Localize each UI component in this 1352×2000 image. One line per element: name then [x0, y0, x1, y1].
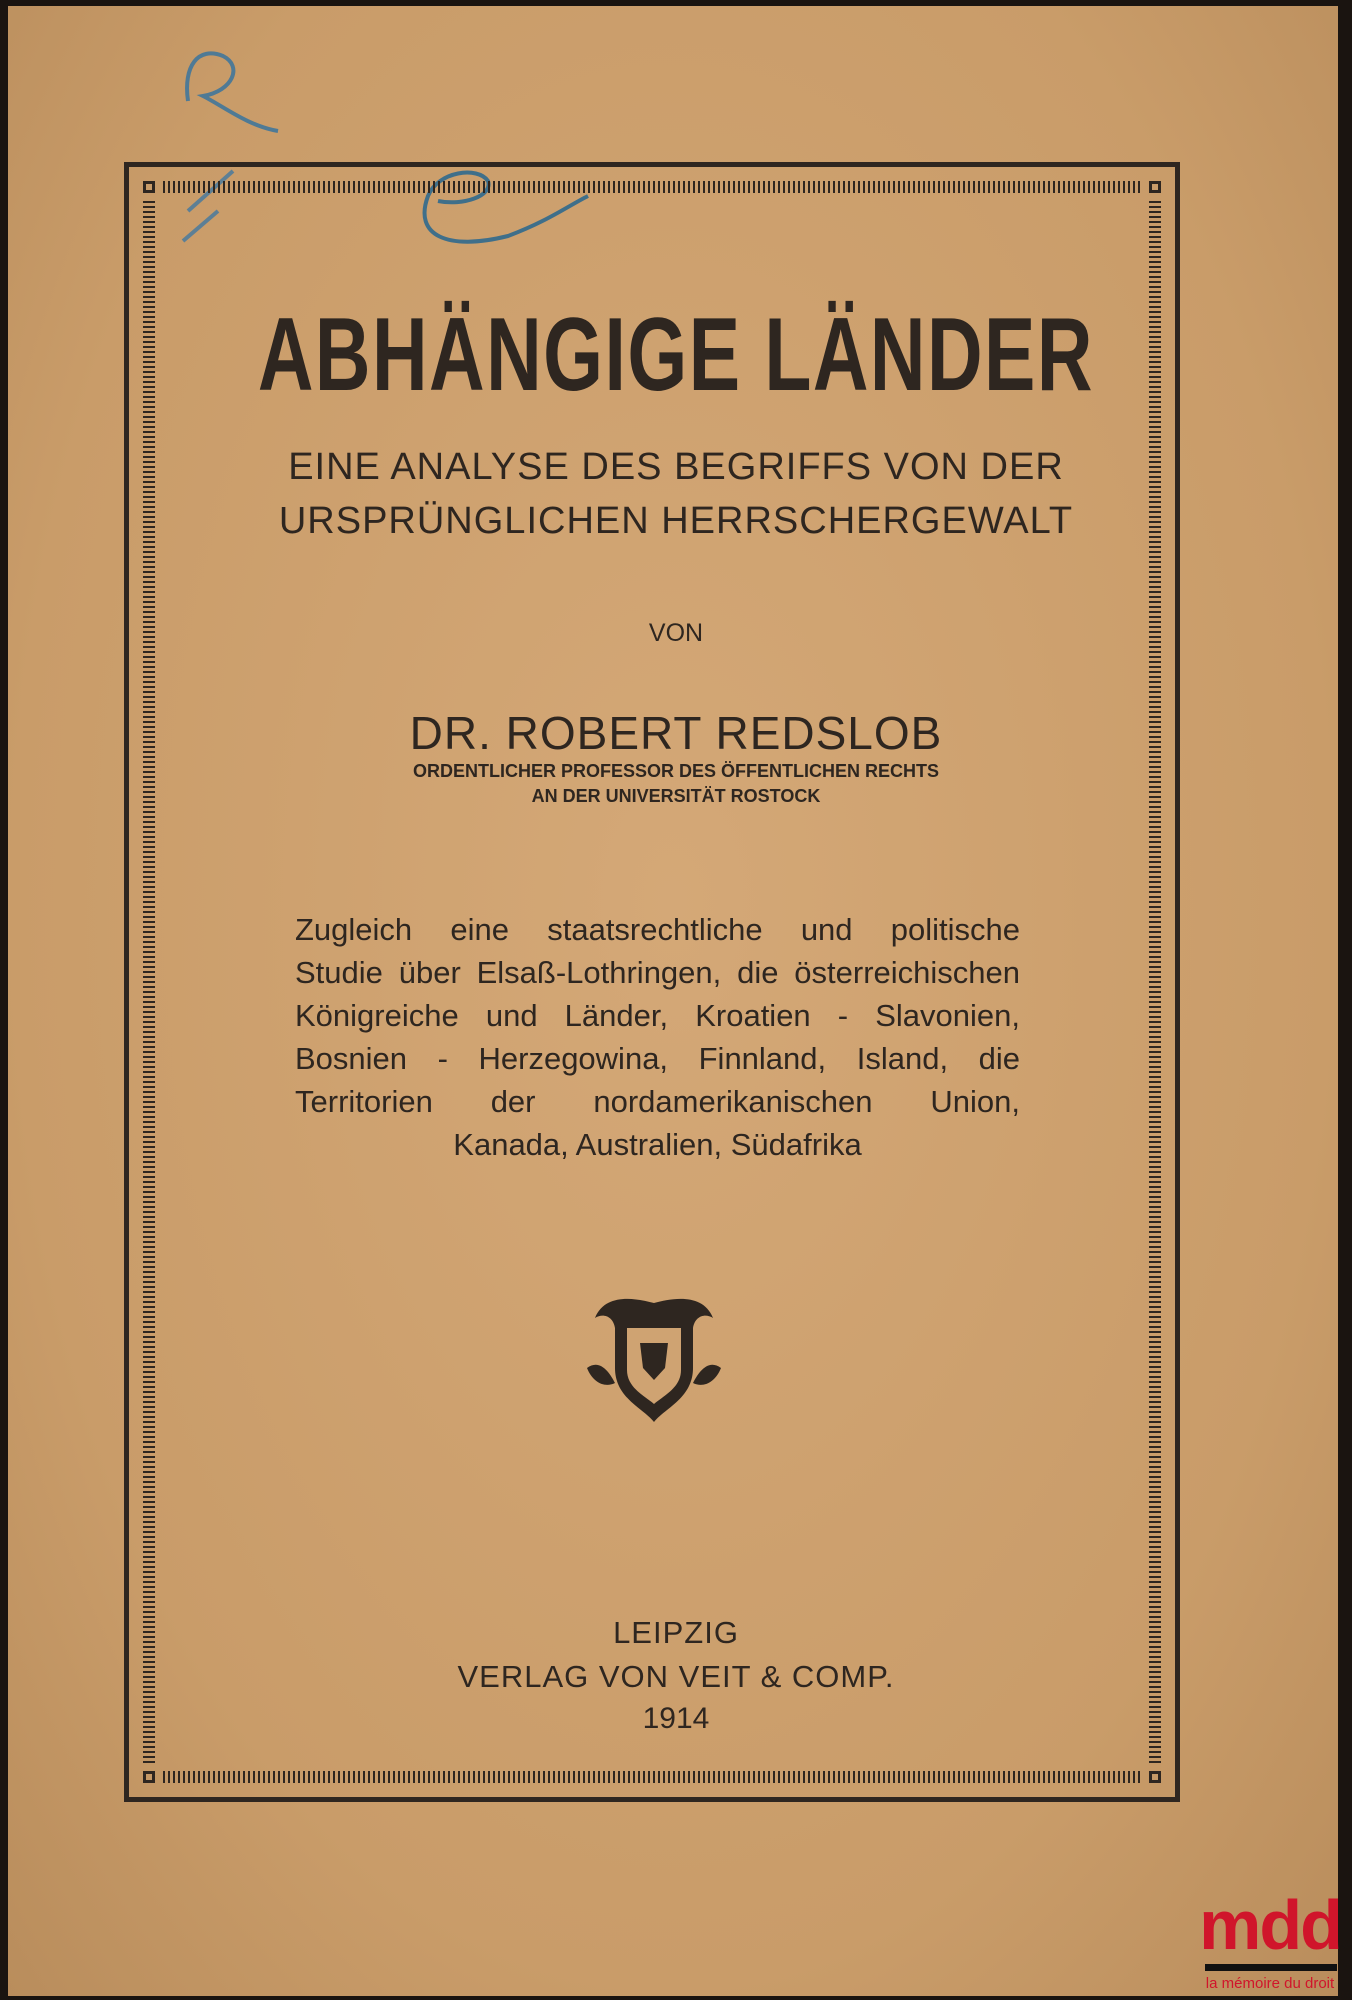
subtitle-line-2: URSPRÜNGLICHEN HERRSCHERGEWALT — [278, 500, 1074, 542]
description-line: Territorien der nordamerikanischen Union, — [295, 1084, 1020, 1119]
subtitle-line-1: EINE ANALYSE DES BEGRIFFS VON DER — [288, 446, 1064, 488]
description-line: Studie über Elsaß-Lothringen, die österreichischen — [295, 955, 1020, 990]
by-label: VON — [648, 619, 704, 647]
description — [295, 912, 1020, 1170]
publisher-emblem-icon — [585, 1288, 723, 1424]
logo-text: mdd — [1199, 1886, 1341, 1964]
description-line: Zugleich eine staatsrechtliche und politische — [295, 912, 1020, 947]
publisher: VERLAG VON VEIT & COMP. — [457, 1659, 895, 1694]
logo-tagline: la mémoire du droit — [1205, 1975, 1335, 1992]
author-position-1: ORDENTLICHER PROFESSOR DES ÖFFENTLICHEN RECHTS — [412, 761, 940, 781]
mdd-logo — [1195, 1886, 1345, 1992]
publication-year: 1914 — [642, 1702, 710, 1735]
author-name: DR. ROBERT REDSLOB — [409, 707, 943, 759]
description-line: Kanada, Australien, Südafrika — [453, 1127, 862, 1162]
publication-place: LEIPZIG — [613, 1615, 739, 1650]
description-line: Königreiche und Länder, Kroatien - Slavonien, — [295, 998, 1020, 1033]
book-title: ABHÄNGIGE LÄNDER — [257, 297, 1095, 413]
description-line: Bosnien - Herzegowina, Finnland, Island, die — [295, 1041, 1020, 1076]
author-position-2: AN DER UNIVERSITÄT ROSTOCK — [531, 786, 821, 806]
